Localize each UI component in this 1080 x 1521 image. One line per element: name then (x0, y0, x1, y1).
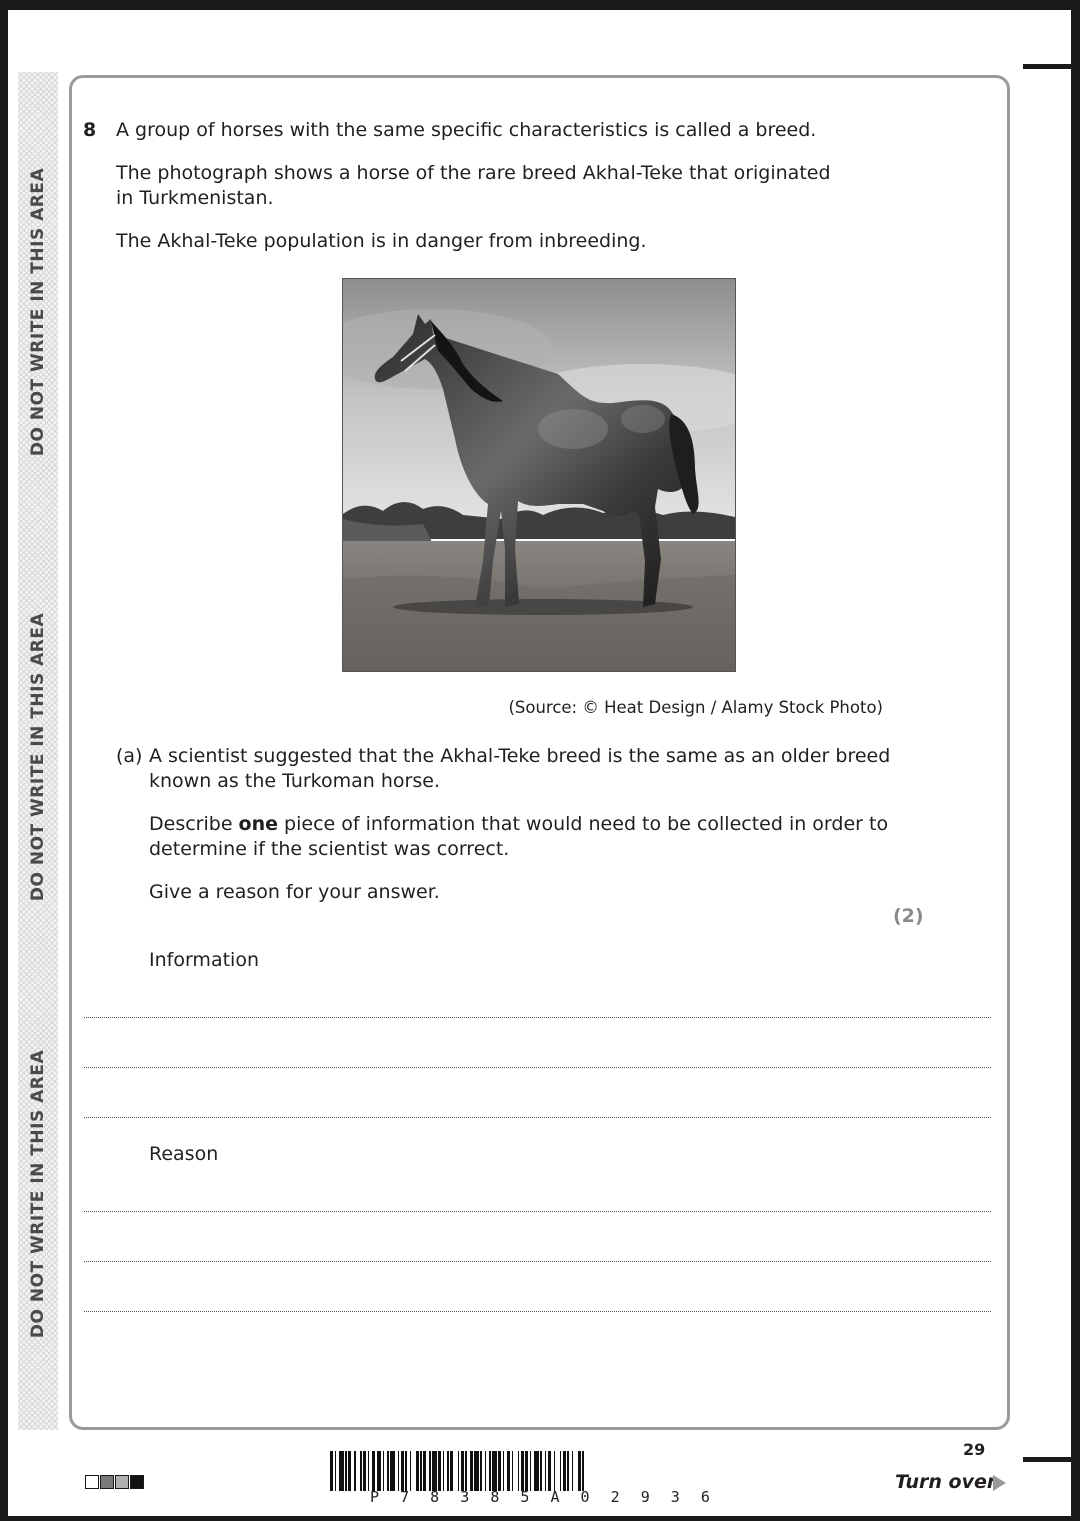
information-answer-line-1[interactable] (84, 1017, 991, 1018)
registration-squares (85, 1475, 145, 1489)
photo-source-credit: (Source: © Heat Design / Alamy Stock Photo) (508, 698, 883, 717)
photo-description-line2: in Turkmenistan. (116, 187, 274, 209)
barcode-bar (584, 1451, 587, 1491)
instruction-emphasis: one (238, 813, 279, 835)
reason-label: Reason (149, 1143, 219, 1165)
barcode (330, 1451, 748, 1491)
barcode-character: 9 (640, 1488, 650, 1506)
part-a-statement-line2: known as the Turkoman horse. (149, 770, 440, 792)
barcode-character: P (370, 1488, 380, 1506)
question-number: 8 (83, 119, 97, 141)
margin-warning-middle: DO NOT WRITE IN THIS AREA (28, 612, 48, 902)
turn-over-label: Turn over (895, 1471, 997, 1493)
horse-photograph (342, 278, 736, 672)
inbreeding-statement: The Akhal-Teke population is in danger from inbreeding. (116, 230, 647, 252)
information-answer-line-3[interactable] (84, 1117, 991, 1118)
square-dark-grey (100, 1475, 114, 1489)
barcode-character: 6 (700, 1488, 710, 1506)
marks-available: (2) (893, 905, 924, 927)
barcode-character: 0 (580, 1488, 590, 1506)
part-a-label: (a) (116, 745, 143, 767)
barcode-character: 2 (610, 1488, 620, 1506)
square-black (130, 1475, 144, 1489)
reason-answer-line-1[interactable] (84, 1211, 991, 1212)
instruction-text-after: piece of information that would need to be collected in order to (278, 813, 889, 835)
barcode-character: 8 (490, 1488, 500, 1506)
margin-warning-top: DO NOT WRITE IN THIS AREA (28, 167, 48, 457)
barcode-character: 8 (430, 1488, 440, 1506)
instruction-text-before: Describe (149, 813, 239, 835)
barcode-character: 3 (460, 1488, 470, 1506)
photo-description-line1: The photograph shows a horse of the rare breed Akhal-Teke that originated (116, 162, 831, 184)
information-label: Information (149, 949, 259, 971)
margin-warning-bottom: DO NOT WRITE IN THIS AREA (28, 1049, 48, 1339)
barcode-character: 3 (670, 1488, 680, 1506)
bottom-right-tick (1023, 1457, 1071, 1462)
information-answer-line-2[interactable] (84, 1067, 991, 1068)
reason-prompt: Give a reason for your answer. (149, 881, 440, 903)
reason-answer-line-3[interactable] (84, 1311, 991, 1312)
barcode-character: 7 (400, 1488, 410, 1506)
square-white (85, 1475, 99, 1489)
question-intro: A group of horses with the same specific characteristics is called a breed. (116, 119, 817, 141)
square-light-grey (115, 1475, 129, 1489)
right-edge-tick (1023, 64, 1071, 69)
barcode-character: A (550, 1488, 560, 1506)
part-a-instruction-line1 (149, 812, 888, 837)
horse-image (343, 279, 735, 671)
barcode-character: 5 (520, 1488, 530, 1506)
part-a-statement-line1: A scientist suggested that the Akhal-Teke breed is the same as an older breed (149, 745, 891, 767)
barcode-text (370, 1488, 710, 1506)
reason-answer-line-2[interactable] (84, 1261, 991, 1262)
triangle-right-icon (993, 1475, 1006, 1491)
part-a-instruction-line2: determine if the scientist was correct. (149, 838, 510, 860)
page-number: 29 (963, 1440, 986, 1459)
